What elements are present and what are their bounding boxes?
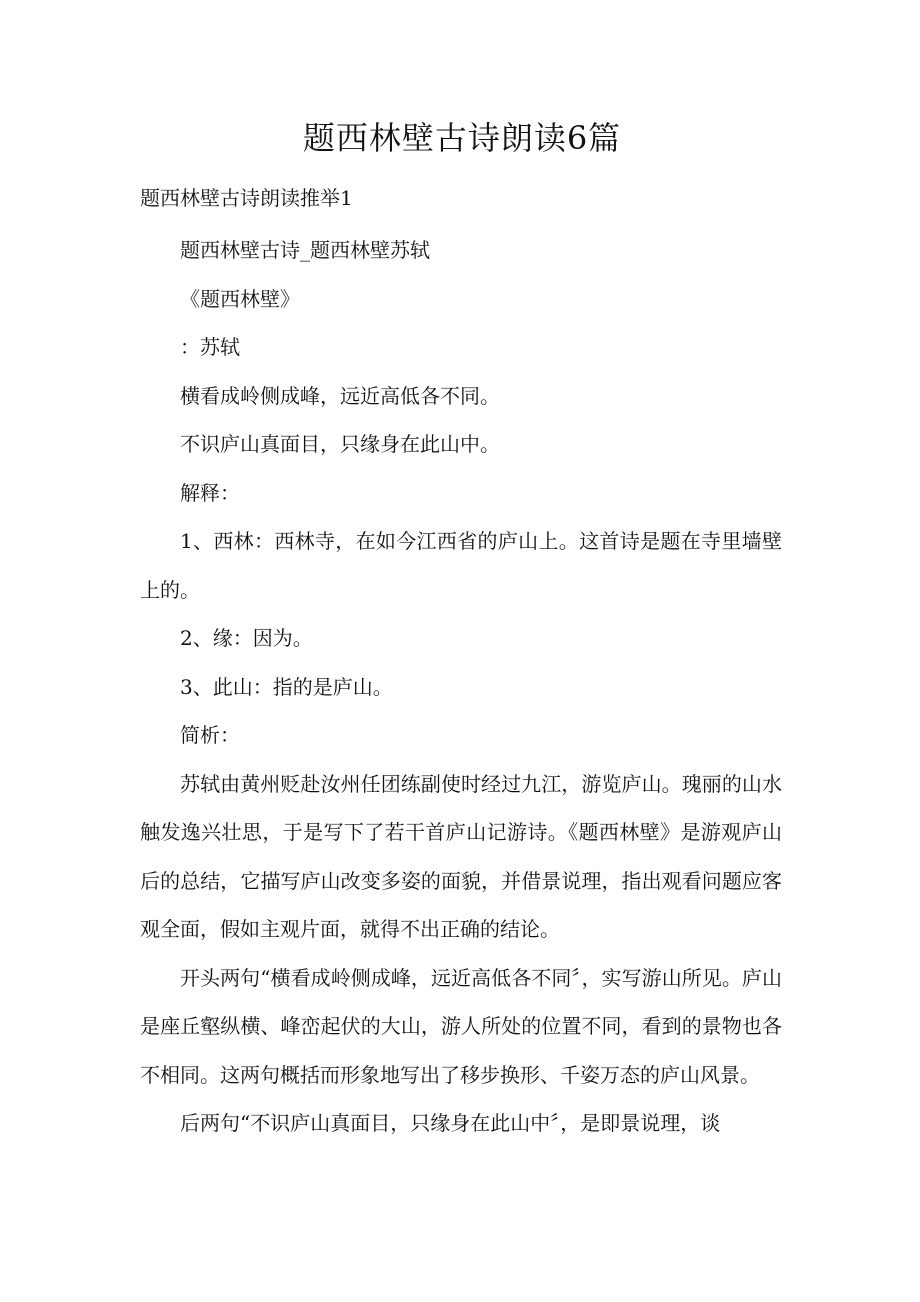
paragraph-author: ：苏轼 [180,335,240,359]
paragraph-note-1: 1、西林：西林寺，在如今江西省的庐山上。这首诗是题在寺里墙壁上的。 [140,529,782,602]
paragraph-poem-line-1: 横看成岭侧成峰，远近高低各不同。 [180,383,500,408]
paragraph-analysis-1: 苏轼由黄州贬赴汝州任团练副使时经过九江，游览庐山。瑰丽的山水触发逸兴壮思，于是写下了若干首庐山记游诗。《题西林壁》是游观庐山后的总结，它描写庐山改变多姿的面貌，并借景说理，指出观看问题应客观全面，假如主观片面，就得不出正确的结论。 [140,771,782,941]
paragraph-poem-title: 《题西林壁》 [180,286,300,311]
paragraph-analysis-3: 后两句“不识庐山真面目，只缘身在此山中〞，是即景说理，谈 [180,1111,721,1135]
document-title: 题西林壁古诗朗读6篇 [302,119,622,157]
section-heading: 题西林壁古诗朗读推举1 [140,186,353,210]
paragraph-poem-line-2: 不识庐山真面目，只缘身在此山中。 [180,432,500,456]
paragraph-notes-heading: 解释： [180,480,240,505]
paragraph-analysis-2: 开头两句“横看成岭侧成峰，远近高低各不同〞，实写游山所见。庐山是座丘壑纵横、峰峦起伏的大山，游人所处的位置不同，看到的景物也各不相同。这两句概括而形象地写出了移步换形、千姿万态的庐山风景。 [140,965,782,1087]
document-body [140,226,782,1148]
paragraph-analysis-heading: 简析： [180,723,240,747]
paragraph-poem-heading: 题西林壁古诗_题西林壁苏轼 [180,238,430,262]
paragraph-note-3: 3、此山：指的是庐山。 [180,674,393,699]
paragraph-note-2: 2、缘：因为。 [180,626,313,650]
